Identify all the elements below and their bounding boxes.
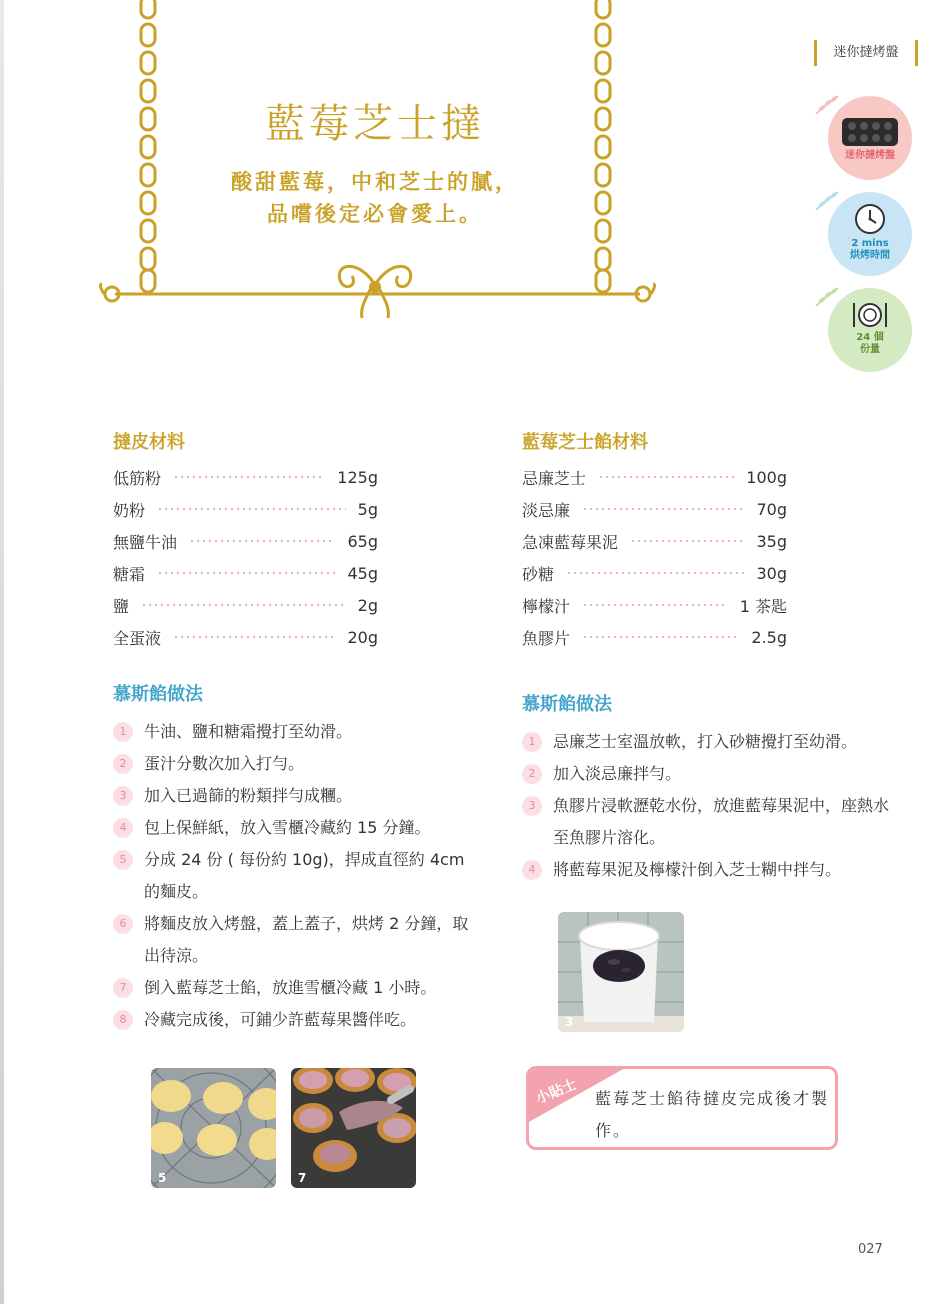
ingredient-row (113, 461, 378, 493)
crust-section-title: 撻皮材料 (113, 432, 185, 453)
step-number: 3 (113, 786, 133, 806)
ingredient-name: 糖霜 (113, 564, 146, 584)
right-method-title: 慕斯餡做法 (522, 694, 612, 715)
method-step (113, 812, 483, 844)
step-number: 2 (522, 764, 542, 784)
dot-leader (173, 636, 335, 638)
ingredient-amount: 125g (337, 467, 378, 487)
ingredient-name: 全蛋液 (113, 628, 162, 648)
photo-step-5 (151, 1068, 276, 1188)
ingredient-amount: 65g (347, 531, 378, 551)
ingredient-row (522, 493, 787, 525)
left-method-steps (113, 716, 483, 1036)
ingredient-amount: 30g (756, 563, 787, 583)
step-text: 將麵皮放入烤盤，蓋上蓋子，烘烤 2 分鐘，取出待涼。 (144, 914, 469, 965)
step-number: 4 (522, 860, 542, 880)
dot-leader (582, 604, 728, 606)
ingredient-name: 低筋粉 (113, 468, 162, 488)
recipe-title: 藍莓芝士撻 (265, 101, 485, 147)
step-text: 包上保鮮紙，放入雪櫃冷藏約 15 分鐘。 (144, 818, 431, 837)
dot-leader (566, 572, 744, 574)
step-number: 1 (522, 732, 542, 752)
step-text: 加入已過篩的粉類拌勻成糰。 (144, 786, 353, 805)
photo-step-3 (558, 912, 684, 1032)
dot-leader (598, 476, 734, 478)
photo-number: 5 (158, 1171, 167, 1185)
step-text: 倒入藍莓芝士餡，放進雪櫃冷藏 1 小時。 (144, 978, 437, 997)
method-step (113, 972, 483, 1004)
ingredient-amount: 2g (357, 595, 378, 615)
recipe-subtitle-line1: 酸甜藍莓，中和芝士的膩， (231, 170, 519, 194)
ingredient-name: 魚膠片 (522, 628, 571, 648)
ingredient-name: 淡忌廉 (522, 500, 571, 520)
step-text: 忌廉芝士室溫放軟，打入砂糖攪打至幼滑。 (553, 732, 858, 751)
bow-knot (369, 281, 381, 293)
crust-ingredient-list (113, 461, 378, 653)
method-step (113, 716, 483, 748)
step-number: 3 (522, 796, 542, 816)
method-step (113, 780, 483, 812)
ingredient-row (113, 621, 378, 653)
category-tag: 迷你撻烤盤 (814, 40, 918, 66)
photo-step-7 (291, 1068, 416, 1188)
dot-leader (189, 540, 335, 542)
ingredient-name: 忌廉芝士 (522, 468, 587, 488)
step-number: 2 (113, 754, 133, 774)
ingredient-amount: 1 茶匙 (739, 596, 787, 616)
step-number: 8 (113, 1010, 133, 1030)
ingredient-name: 鹽 (113, 596, 130, 616)
ingredient-row (113, 557, 378, 589)
badge-servings-value: 24 個 (856, 332, 884, 343)
tip-box (526, 1066, 838, 1150)
filling-tarts-illustration (291, 1068, 416, 1188)
right-method-steps (522, 726, 892, 886)
dot-leader (582, 508, 744, 510)
badge-tart-pan-label: 迷你撻烤盤 (845, 150, 895, 161)
step-text: 冷藏完成後，可鋪少許藍莓果醬伴吃。 (144, 1010, 417, 1029)
method-step (522, 726, 892, 758)
blueberry-cup-illustration (558, 912, 684, 1032)
dot-leader (173, 476, 325, 478)
ingredient-name: 檸檬汁 (522, 596, 571, 616)
step-number: 5 (113, 850, 133, 870)
ingredient-row (522, 557, 787, 589)
ingredient-row (522, 621, 787, 653)
tart-pan-icon (840, 114, 900, 150)
ingredient-row (522, 461, 787, 493)
method-step (113, 908, 483, 972)
badge-tart-pan (828, 96, 912, 180)
photo-number: 3 (565, 1015, 574, 1029)
step-text: 牛油、鹽和糖霜攪打至幼滑。 (144, 722, 353, 741)
ingredient-row (113, 525, 378, 557)
ingredient-row (522, 525, 787, 557)
ingredient-row (522, 589, 787, 621)
ingredient-amount: 2.5g (751, 627, 787, 647)
badge-bake-time (828, 192, 912, 276)
step-number: 1 (113, 722, 133, 742)
ingredient-amount: 20g (347, 627, 378, 647)
step-text: 蛋汁分數次加入打勻。 (144, 754, 305, 773)
step-number: 7 (113, 978, 133, 998)
method-step (113, 748, 483, 780)
step-text: 加入淡忌廉拌勻。 (553, 764, 682, 783)
step-number: 4 (113, 818, 133, 838)
recipe-subtitle-line2: 品嚐後定必會愛上。 (267, 202, 483, 226)
photo-number: 7 (298, 1171, 307, 1185)
ingredient-amount: 70g (756, 499, 787, 519)
ingredient-amount: 35g (756, 531, 787, 551)
dot-leader (157, 572, 335, 574)
dot-leader (630, 540, 744, 542)
dough-circles-illustration (151, 1068, 276, 1188)
method-step (113, 844, 483, 908)
plate-icon (850, 300, 890, 330)
ingredient-row (113, 493, 378, 525)
method-step (522, 854, 892, 886)
step-text: 將藍莓果泥及檸檬汁倒入芝士糊中拌勻。 (553, 860, 842, 879)
dot-leader (157, 508, 346, 510)
left-method-title: 慕斯餡做法 (113, 684, 203, 705)
tip-text: 藍莓芝士餡待撻皮完成後才製作。 (595, 1089, 830, 1140)
badge-servings-label: 份量 (860, 344, 880, 355)
ingredient-row (113, 589, 378, 621)
ingredient-name: 急凍藍莓果泥 (522, 532, 619, 552)
ingredient-amount: 100g (746, 467, 787, 487)
dot-leader (141, 604, 346, 606)
dot-leader (582, 636, 739, 638)
method-step (522, 790, 892, 854)
badge-time-label: 烘烤時間 (850, 250, 890, 261)
step-text: 分成 24 份 ( 每份約 10g)，捍成直徑約 4cm 的麵皮。 (144, 850, 465, 901)
tip-label: 小貼士 (533, 1076, 579, 1108)
decorative-frame (0, 0, 700, 330)
step-number: 6 (113, 914, 133, 934)
method-step (522, 758, 892, 790)
ingredient-name: 砂糖 (522, 564, 555, 584)
ingredient-name: 奶粉 (113, 500, 146, 520)
ingredient-amount: 45g (347, 563, 378, 583)
clock-icon (853, 202, 887, 236)
badge-time-value: 2 mins (851, 238, 889, 249)
method-step (113, 1004, 483, 1036)
page-number: 027 (858, 1242, 883, 1257)
ingredient-name: 無鹽牛油 (113, 532, 178, 552)
ingredient-amount: 5g (357, 499, 378, 519)
filling-section-title: 藍莓芝士餡材料 (522, 432, 648, 453)
step-text: 魚膠片浸軟瀝乾水份，放進藍莓果泥中，座熱水至魚膠片溶化。 (553, 796, 890, 847)
filling-ingredient-list (522, 461, 787, 653)
badge-servings (828, 288, 912, 372)
